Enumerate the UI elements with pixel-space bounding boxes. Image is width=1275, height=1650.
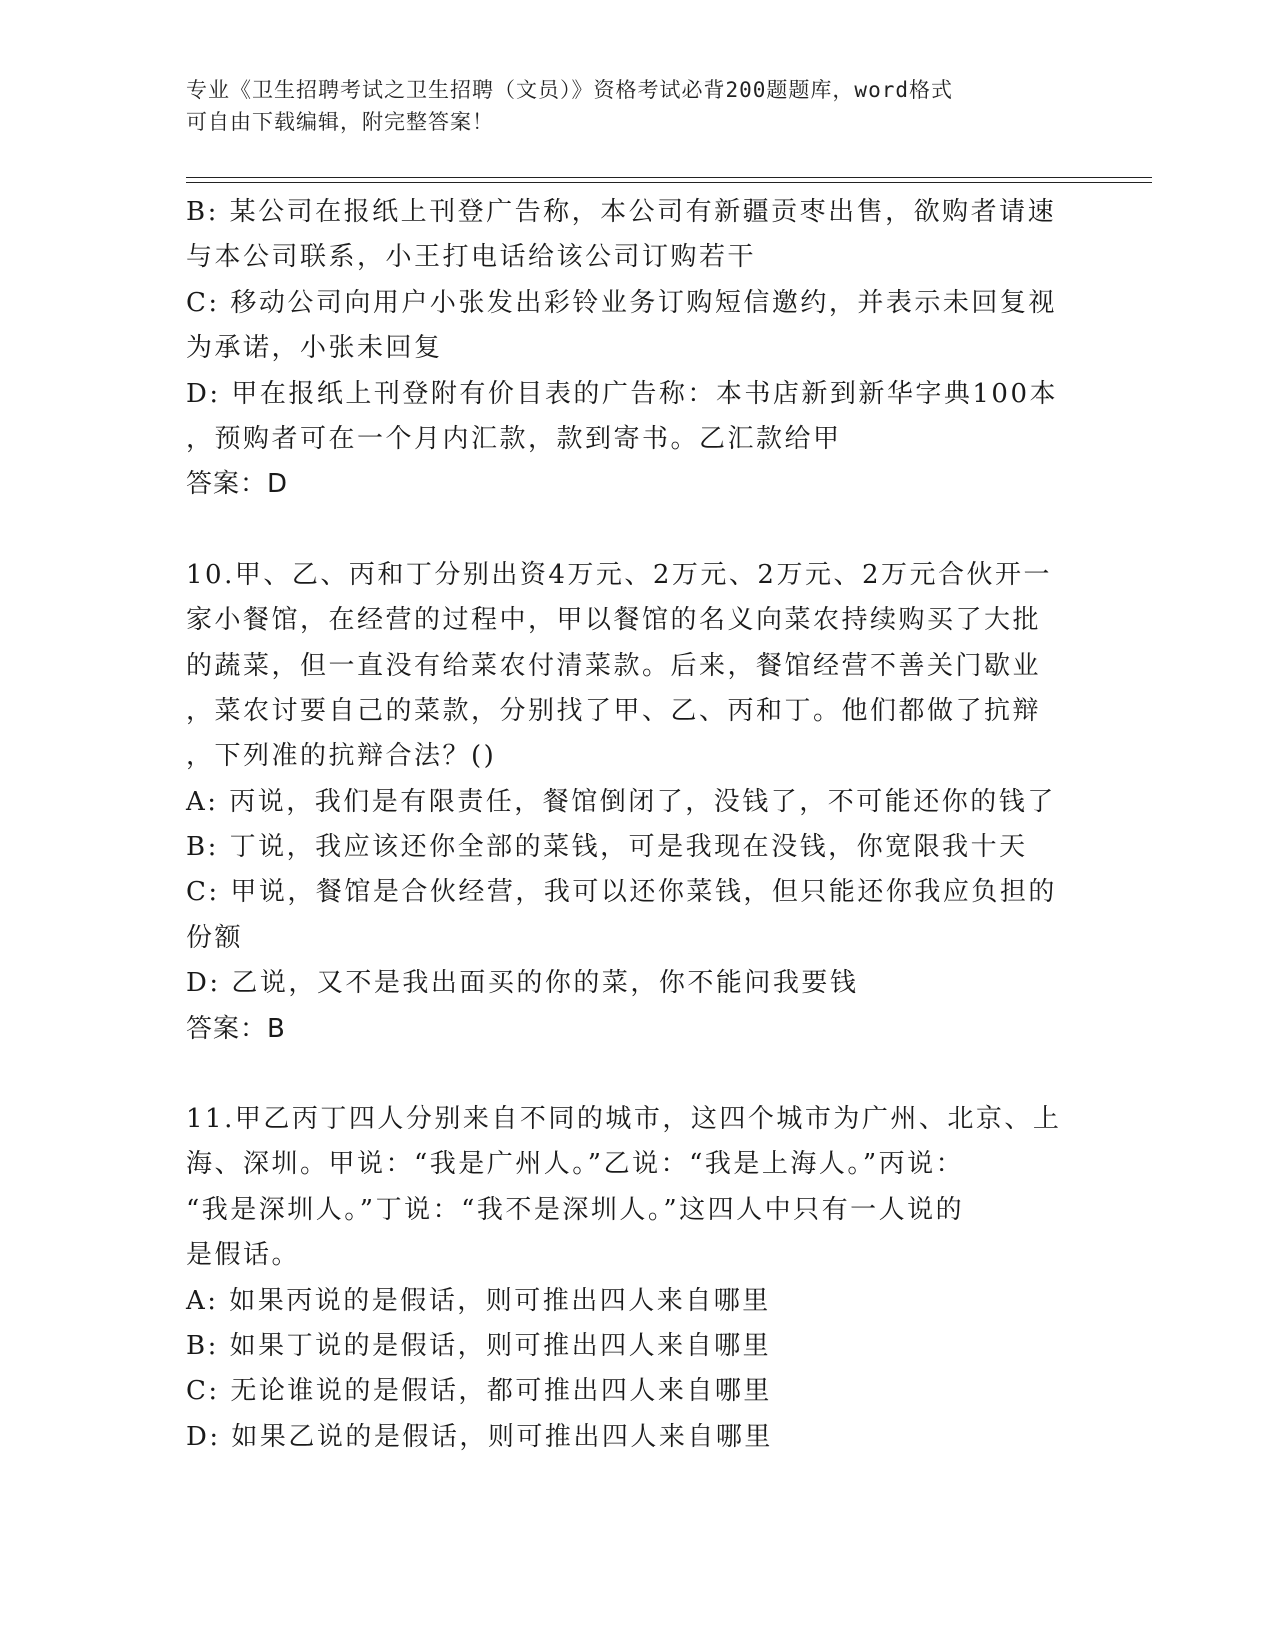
question-9 [186, 190, 1086, 508]
option-text-line: 份额 [186, 922, 244, 953]
document-body [186, 190, 1086, 1460]
option-text-line: A: 如果丙说的是假话，则可推出四人来自哪里 [186, 1285, 771, 1316]
stem-text-line: 11.甲乙丙丁四人分别来自不同的城市，这四个城市为广州、北京、上 [186, 1104, 1062, 1135]
header-rule-bottom [186, 182, 1152, 183]
question-stem [186, 1097, 1086, 1279]
option-text-line: B: 如果丁说的是假话，则可推出四人来自哪里 [186, 1330, 772, 1361]
option-c [186, 1369, 1086, 1414]
spacer [186, 508, 1086, 553]
option-text-line: B: 丁说，我应该还你全部的菜钱，可是我现在没钱，你宽限我十天 [186, 832, 1028, 863]
question-10 [186, 553, 1086, 1052]
option-text-line: C: 无论谁说的是假话，都可推出四人来自哪里 [186, 1376, 772, 1407]
option-b [186, 190, 1086, 281]
document-header [186, 74, 1086, 138]
option-a [186, 1279, 1086, 1324]
option-text-line: D: 如果乙说的是假话，则可推出四人来自哪里 [186, 1421, 773, 1452]
option-text-line: C: 甲说，餐馆是合伙经营，我可以还你菜钱，但只能还你我应负担的 [186, 877, 1057, 908]
answer-label: 答案：B [186, 1013, 286, 1044]
option-text-line: B: 某公司在报纸上刊登广告称，本公司有新疆贡枣出售，欲购者请速 [186, 197, 1057, 227]
option-text-line: ，预购者可在一个月内汇款，款到寄书。乙汇款给甲 [186, 423, 842, 454]
stem-text-line: 是假话。 [186, 1240, 301, 1271]
option-b [186, 1324, 1086, 1369]
option-c [186, 281, 1086, 372]
option-a [186, 780, 1086, 825]
option-d [186, 372, 1086, 463]
stem-text-line: ，下列准的抗辩合法？() [186, 741, 497, 772]
stem-text-line: 家小餐馆，在经营的过程中，甲以餐馆的名义向菜农持续购买了大批 [186, 605, 1042, 636]
stem-text-line: 海、深圳。甲说：“我是广州人。”乙说：“我是上海人。”丙说： [186, 1149, 965, 1180]
option-text-line: A: 丙说，我们是有限责任，餐馆倒闭了，没钱了，不可能还你的钱了 [186, 786, 1056, 817]
option-text-line: 与本公司联系，小王打电话给该公司订购若干 [186, 242, 757, 273]
answer-label: 答案：D [186, 469, 289, 500]
option-d [186, 961, 1086, 1006]
option-text-line: D: 乙说，又不是我出面买的你的菜，你不能问我要钱 [186, 968, 859, 999]
option-d [186, 1415, 1086, 1460]
spacer [186, 1052, 1086, 1097]
option-c [186, 870, 1086, 961]
question-11 [186, 1097, 1086, 1460]
stem-text-line: 10.甲、乙、丙和丁分别出资4万元、2万元、2万元、2万元合伙开一 [186, 559, 1053, 590]
stem-text-line: 的蔬菜，但一直没有给菜农付清菜款。后来，餐馆经营不善关门歇业 [186, 650, 1042, 681]
stem-text-line: “我是深圳人。”丁说：“我不是深圳人。”这四人中只有一人说的 [186, 1194, 965, 1225]
option-text-line: D: 甲在报纸上刊登附有价目表的广告称：本书店新到新华字典100本 [186, 378, 1058, 409]
header-line-1: 专业《卫生招聘考试之卫生招聘（文员）》资格考试必背200题题库，word格式 [186, 78, 953, 102]
header-rule-top [186, 177, 1152, 178]
option-text-line: C: 移动公司向用户小张发出彩铃业务订购短信邀约，并表示未回复视 [186, 287, 1057, 318]
question-stem [186, 553, 1086, 780]
header-line-2: 可自由下载编辑，附完整答案！ [186, 110, 494, 134]
stem-text-line: ，菜农讨要自己的菜款，分别找了甲、乙、丙和丁。他们都做了抗辩 [186, 695, 1042, 726]
option-b [186, 825, 1086, 870]
option-text-line: 为承诺，小张未回复 [186, 333, 443, 364]
